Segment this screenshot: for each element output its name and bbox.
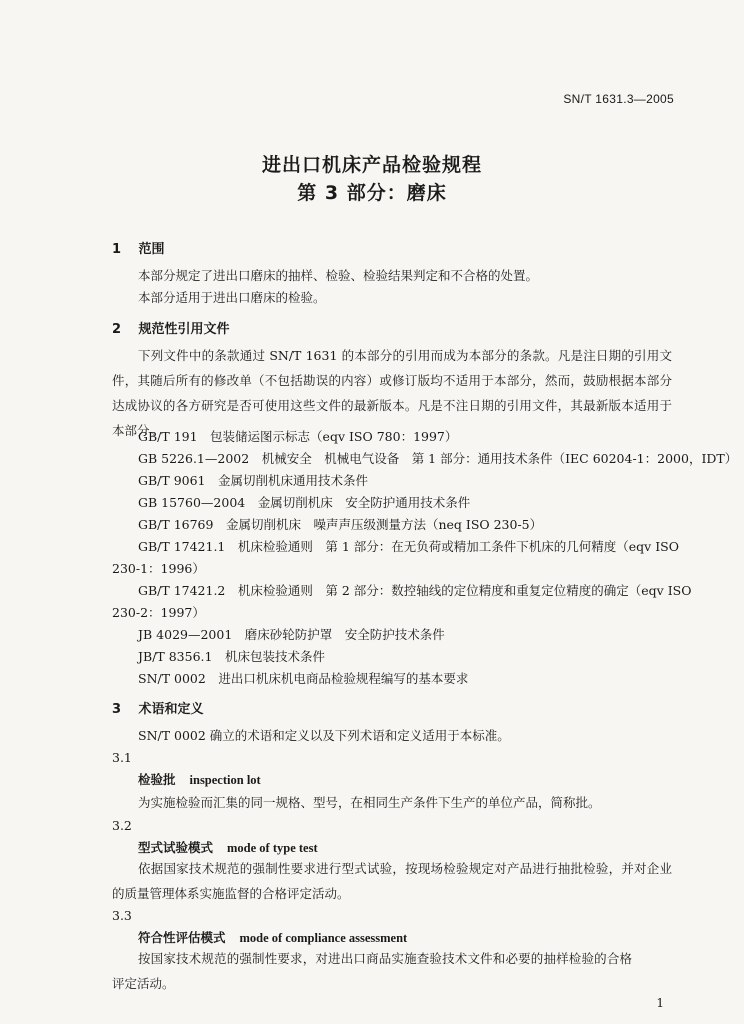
- reference-item: GB/T 9061 金属切削机床通用技术条件: [138, 473, 369, 488]
- terms-intro: SN/T 0002 确立的术语和定义以及下列术语和定义适用于本标准。: [138, 728, 510, 743]
- reference-item: GB 5226.1—2002 机械安全 机械电气设备 第 1 部分：通用技术条件（IEC 60204-1：2000，IDT）: [138, 451, 738, 466]
- paragraph: 本部分规定了进出口磨床的抽样、检验、检验结果判定和不合格的处置。: [138, 268, 539, 283]
- term-definition: 依据国家技术规范的强制性要求进行型式试验，按现场检验规定对产品进行抽批检验，并对企业的质量管理体系实施监督的合格评定活动。: [112, 861, 672, 901]
- reference-item: JB 4029—2001 磨床砂轮防护罩 安全防护技术条件: [138, 627, 445, 642]
- paragraph: 本部分适用于进出口磨床的检验。: [138, 290, 326, 305]
- reference-item: GB/T 17421.1 机床检验通则 第 1 部分：在无负荷或精加工条件下机床的几何精度（eqv ISO: [138, 539, 679, 554]
- section-3-heading: [112, 698, 204, 717]
- term-number: 3.2: [112, 818, 132, 833]
- term-en: mode of type test: [227, 841, 318, 855]
- term-en: mode of compliance assessment: [239, 931, 408, 945]
- section-2-heading: [112, 318, 230, 337]
- reference-item: JB/T 8356.1 机床包装技术条件: [138, 649, 325, 664]
- term-en: inspection lot: [189, 773, 261, 787]
- section-title: 术语和定义: [138, 702, 204, 717]
- term-zh: 符合性评估模式: [138, 930, 226, 945]
- reference-item: GB/T 17421.2 机床检验通则 第 2 部分：数控轴线的定位精度和重复定位精度的确定（eqv ISO: [138, 583, 692, 598]
- section-number: 2: [112, 322, 122, 337]
- reference-item: GB/T 191 包装储运图示标志（eqv ISO 780：1997）: [138, 429, 458, 444]
- section-number: 1: [112, 242, 122, 257]
- term-title: [138, 770, 261, 788]
- section-title: 规范性引用文件: [138, 322, 230, 337]
- section-1-heading: [112, 238, 165, 257]
- reference-item: GB/T 16769 金属切削机床 噪声声压级测量方法（neq ISO 230-5）: [138, 517, 543, 532]
- reference-item: GB 15760—2004 金属切削机床 安全防护通用技术条件: [138, 495, 471, 510]
- term-number: 3.1: [112, 750, 132, 765]
- term-title: [138, 838, 318, 856]
- document-subtitle: 第 3 部分：磨床: [297, 182, 447, 204]
- term-title: [138, 928, 407, 946]
- page-number: 1: [656, 996, 664, 1010]
- section-number: 3: [112, 702, 122, 717]
- term-definition: 为实施检验而汇集的同一规格、型号，在相同生产条件下生产的单位产品，简称批。: [138, 795, 601, 810]
- term-zh: 型式试验模式: [138, 840, 214, 855]
- reference-item-continued: 230-1：1996）: [112, 561, 205, 576]
- standard-code: SN/T 1631.3—2005: [563, 92, 674, 106]
- section-title: 范围: [138, 242, 165, 257]
- reference-item: SN/T 0002 进出口机床机电商品检验规程编写的基本要求: [138, 671, 469, 686]
- document-title: 进出口机床产品检验规程: [261, 154, 482, 176]
- term-definition: 按国家技术规范的强制性要求，对进出口商品实施查验技术文件和必要的抽样检验的合格评定活动。: [112, 951, 632, 991]
- term-zh: 检验批: [138, 772, 176, 787]
- references-intro: 下列文件中的条款通过 SN/T 1631 的本部分的引用而成为本部分的条款。凡是注日期的引用文件，其随后所有的修改单（不包括勘误的内容）或修订版均不适用于本部分，然而，鼓励根据本部分达成协议的各方研究是否可使用这些文件的最新版本。凡是不注日期的引用文件，其最新版本适用于本部分。: [112, 348, 672, 438]
- reference-item-continued: 230-2：1997）: [112, 605, 205, 620]
- term-number: 3.3: [112, 908, 132, 923]
